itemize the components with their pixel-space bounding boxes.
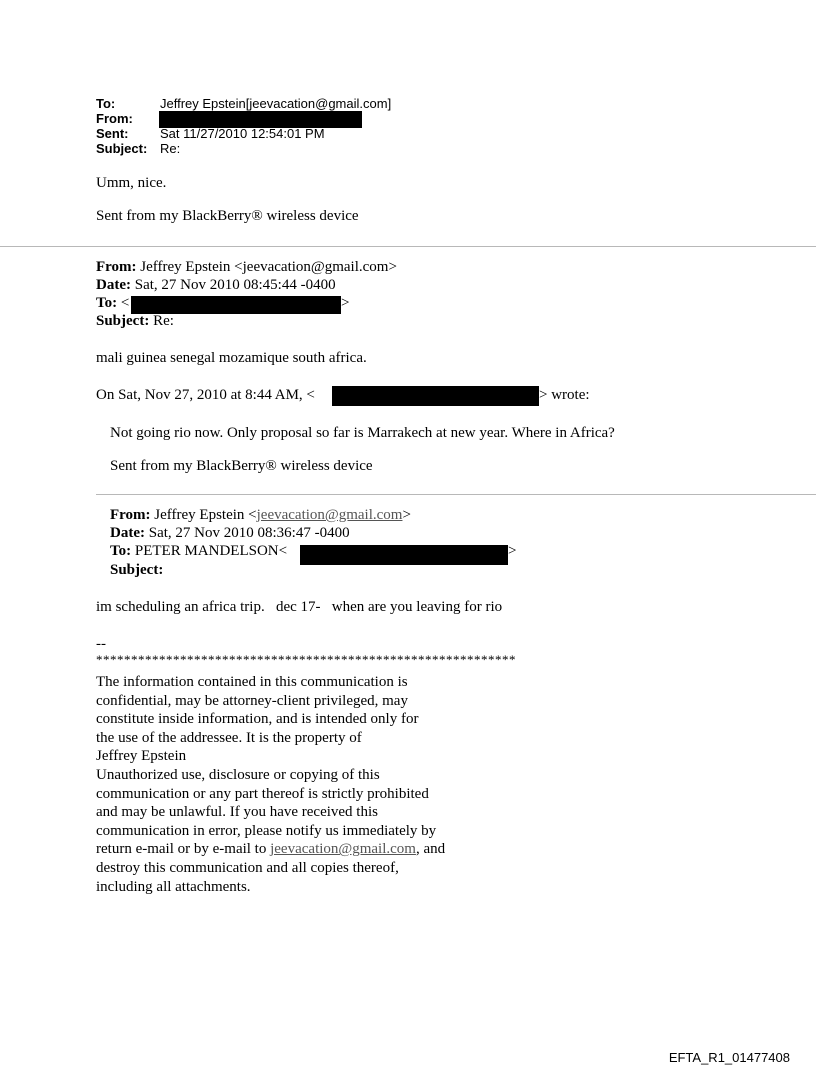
msg2-from-value: Jeffrey Epstein <jeevacation@gmail.com> [136,259,397,275]
header-sent-label: Sent: [96,126,129,141]
disclaimer-line: confidential, may be attorney-client privileged, may [96,692,408,709]
msg3-date-value: Sat, 27 Nov 2010 08:36:47 -0400 [144,525,350,541]
msg3-from-label: From: [110,507,151,523]
header-subject-value: Re: [160,141,181,156]
msg2-to-row [96,295,129,312]
redaction-block [332,386,539,406]
msg2-to-open: < [117,295,130,311]
msg2-subject-row [96,313,174,330]
msg3-subject-label: Subject: [110,562,164,578]
disclaimer-line [96,840,445,859]
disclaimer-line: communication or any part thereof is strictly prohibited [96,785,429,802]
header-to-value: Jeffrey Epstein[jeevacation@gmail.com] [160,96,392,111]
divider [0,246,816,247]
quote-intro-start: On Sat, Nov 27, 2010 at 8:44 AM, < [96,387,315,403]
disclaimer-text: return e-mail or by e-mail to [96,841,271,858]
msg3-date-row [110,525,350,542]
message-body: Umm, nice. [96,175,167,191]
document-id: EFTA_R1_01477408 [668,1050,790,1065]
msg2-subject-label: Subject: [96,313,150,329]
msg3-to-value: PETER MANDELSON< [131,543,288,559]
msg3-from-pre: Jeffrey Epstein < [150,507,257,523]
disclaimer-line: Jeffrey Epstein [96,748,187,765]
msg2-date-label: Date: [96,277,131,293]
disclaimer-line: including all attachments. [96,878,251,895]
disclaimer-email-link[interactable]: jeevacation@gmail.com [270,841,416,858]
disclaimer-line: the use of the addressee. It is the property of [96,729,362,746]
quoted-signature: Sent from my BlackBerry® wireless device [110,458,373,474]
redaction-block [300,545,508,565]
msg3-date-label: Date: [110,525,145,541]
disclaimer-line: constitute inside information, and is intended only for [96,711,419,728]
confidentiality-disclaimer [96,673,445,896]
msg2-subject-value: Re: [149,313,174,329]
header-to-label: To: [96,96,116,111]
message-body: im scheduling an africa trip. dec 17- when are you leaving for rio [96,599,503,615]
msg2-date-value: Sat, 27 Nov 2010 08:45:44 -0400 [130,277,336,293]
disclaimer-text: , and [415,841,446,858]
star-separator: ************************************************************ [96,652,516,667]
msg3-from-row [110,507,411,524]
disclaimer-line: and may be unlawful. If you have received this [96,804,378,821]
header-sent-value: Sat 11/27/2010 12:54:01 PM [160,126,325,141]
disclaimer-line: destroy this communication and all copies thereof, [96,859,399,876]
email-signature: Sent from my BlackBerry® wireless device [96,208,359,224]
msg3-to-row [110,543,287,560]
msg3-to-close: > [508,543,517,559]
msg3-from-email-link[interactable]: jeevacation@gmail.com [256,507,403,523]
disclaimer-line: Unauthorized use, disclosure or copying of this [96,766,380,783]
disclaimer-line: The information contained in this communication is [96,674,408,690]
msg2-to-close: > [341,295,350,311]
msg3-subject-row [110,562,163,579]
quote-intro-end: > wrote: [539,387,590,403]
signature-separator: -- [96,636,106,652]
redaction-block [131,296,341,314]
msg3-from-post: > [402,507,411,523]
header-from-label: From: [96,111,133,126]
msg2-to-label: To: [96,295,118,311]
disclaimer-line: communication in error, please notify us immediately by [96,822,437,839]
message-body: mali guinea senegal mozamique south africa. [96,350,367,366]
msg2-date-row [96,277,336,294]
header-subject-label: Subject: [96,141,148,156]
msg3-to-label: To: [110,543,132,559]
msg2-from-label: From: [96,259,137,275]
divider [96,494,816,495]
msg2-from-row [96,259,397,276]
quoted-body: Not going rio now. Only proposal so far is Marrakech at new year. Where in Africa? [110,425,615,441]
